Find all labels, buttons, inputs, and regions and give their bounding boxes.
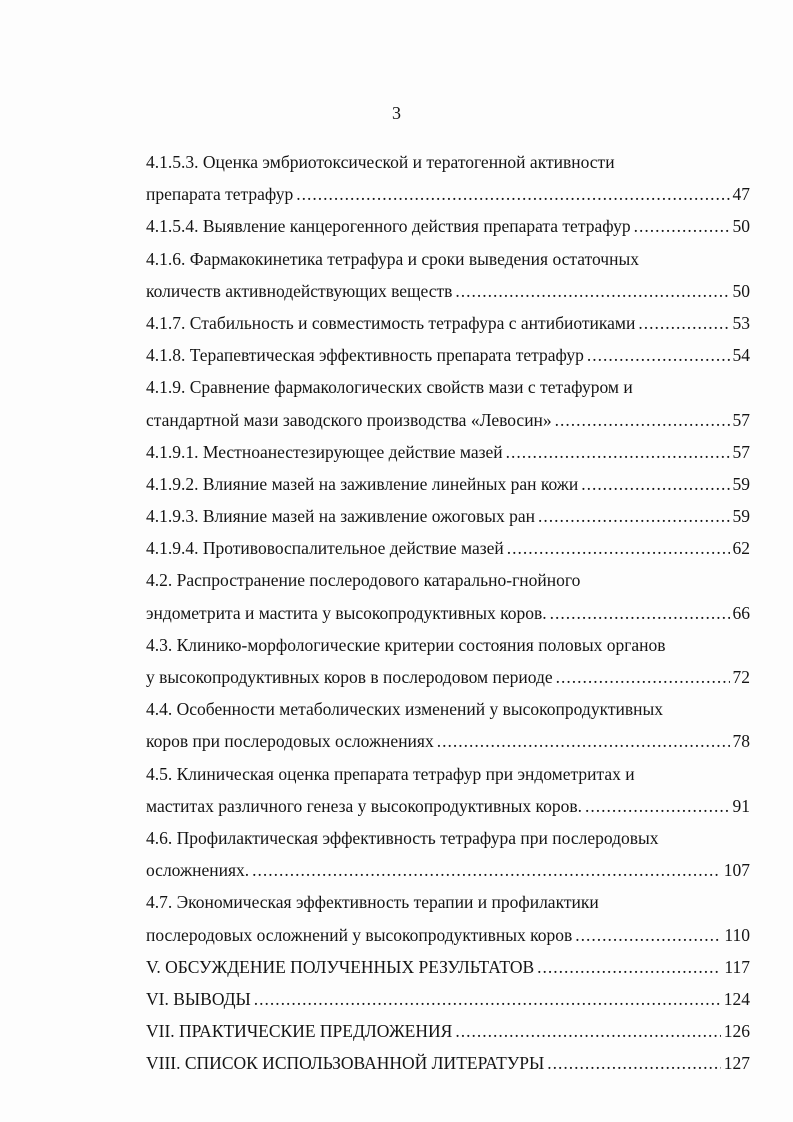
toc-entry-title-line: 4.2. Распространение послеродового катарально-гнойного bbox=[146, 570, 581, 591]
toc-entry-final-line bbox=[146, 500, 750, 532]
toc-entry-page-number: 47 bbox=[732, 184, 750, 205]
toc-entry-final-line bbox=[146, 532, 750, 564]
toc-entry-final-line bbox=[146, 661, 750, 693]
toc-entry bbox=[146, 1047, 750, 1079]
toc-entry-final-line bbox=[146, 790, 750, 822]
dot-leader bbox=[585, 790, 729, 822]
toc-entry-page-number: 117 bbox=[724, 956, 750, 977]
toc-entry-final-line bbox=[146, 436, 750, 468]
toc-entry bbox=[146, 339, 750, 371]
dot-leader bbox=[506, 436, 730, 468]
toc-entry bbox=[146, 1015, 750, 1047]
toc-entry-title-line: 4.4. Особенности метаболических изменений у высокопродуктивных bbox=[146, 699, 663, 720]
toc-entry bbox=[146, 983, 750, 1015]
toc-entry bbox=[146, 564, 750, 628]
dot-leader bbox=[556, 661, 730, 693]
toc-entry-title: 4.1.9.3. Влияние мазей на заживление ожоговых ран bbox=[146, 506, 535, 527]
dot-leader bbox=[547, 1047, 721, 1079]
toc-entry bbox=[146, 500, 750, 532]
toc-entry-title: стандартной мази заводского производства «Левосин» bbox=[146, 409, 552, 430]
toc-entry-final-line bbox=[146, 210, 750, 242]
toc-entry-final-line bbox=[146, 725, 750, 757]
toc-entry-title: 4.1.9.2. Влияние мазей на заживление линейных ран кожи bbox=[146, 473, 579, 494]
toc-entry bbox=[146, 822, 750, 886]
dot-leader bbox=[296, 178, 729, 210]
toc-entry-page-number: 57 bbox=[732, 409, 750, 430]
toc-entry-title: количеств активнодействующих веществ bbox=[146, 280, 453, 301]
toc-entry-page-number: 54 bbox=[732, 345, 750, 366]
toc-entry-page-number: 53 bbox=[732, 312, 750, 333]
toc-entry bbox=[146, 532, 750, 564]
toc-entry-page-number: 62 bbox=[732, 538, 750, 559]
toc-entry-page-number: 50 bbox=[732, 216, 750, 237]
toc-entry-title: послеродовых осложнений у высокопродуктивных коров bbox=[146, 924, 573, 945]
dot-leader bbox=[550, 597, 730, 629]
toc-entry-final-line bbox=[146, 275, 750, 307]
table-of-contents bbox=[146, 146, 750, 1079]
toc-entry-final-line bbox=[146, 919, 750, 951]
toc-entry-title: препарата тетрафур bbox=[146, 184, 294, 205]
toc-entry-page-number: 78 bbox=[732, 731, 750, 752]
toc-entry-final-line bbox=[146, 468, 750, 500]
dot-leader bbox=[634, 210, 730, 242]
toc-entry bbox=[146, 951, 750, 983]
toc-entry-title-line: 4.6. Профилактическая эффективность тетрафура при послеродовых bbox=[146, 827, 659, 848]
dot-leader bbox=[455, 275, 729, 307]
toc-entry-final-line bbox=[146, 307, 750, 339]
toc-entry-final-line bbox=[146, 983, 750, 1015]
page-number: 3 bbox=[392, 103, 401, 123]
toc-entry-final-line bbox=[146, 404, 750, 436]
dot-leader bbox=[455, 1015, 720, 1047]
toc-entry-title: VI. ВЫВОДЫ bbox=[146, 988, 251, 1009]
toc-entry-title-line: 4.5. Клиническая оценка препарата тетрафур при эндометритах и bbox=[146, 763, 635, 784]
toc-entry-title: 4.1.9.1. Местноанестезирующее действие мазей bbox=[146, 441, 503, 462]
toc-entry bbox=[146, 758, 750, 822]
toc-entry-page-number: 50 bbox=[732, 280, 750, 301]
toc-entry-page-number: 57 bbox=[732, 441, 750, 462]
dot-leader bbox=[587, 339, 730, 371]
toc-entry-final-line bbox=[146, 339, 750, 371]
toc-entry-final-line bbox=[146, 1047, 750, 1079]
toc-entry-page-number: 59 bbox=[732, 473, 750, 494]
toc-entry bbox=[146, 468, 750, 500]
toc-entry bbox=[146, 146, 750, 210]
toc-entry-title: 4.1.7. Стабильность и совместимость тетрафура с антибиотиками bbox=[146, 312, 636, 333]
dot-leader bbox=[507, 532, 730, 564]
toc-entry-title: 4.1.8. Терапевтическая эффективность препарата тетрафур bbox=[146, 345, 584, 366]
toc-entry-final-line bbox=[146, 1015, 750, 1047]
toc-entry-final-line bbox=[146, 178, 750, 210]
toc-entry bbox=[146, 307, 750, 339]
toc-entry bbox=[146, 210, 750, 242]
toc-entry bbox=[146, 371, 750, 435]
toc-entry bbox=[146, 436, 750, 468]
toc-entry-final-line bbox=[146, 854, 750, 886]
toc-entry-title: 4.1.5.4. Выявление канцерогенного действия препарата тетрафур bbox=[146, 216, 631, 237]
dot-leader bbox=[638, 307, 729, 339]
toc-entry-page-number: 127 bbox=[723, 1053, 750, 1074]
toc-entry bbox=[146, 693, 750, 757]
toc-entry-title: 4.1.9.4. Противовоспалительное действие мазей bbox=[146, 538, 504, 559]
toc-entry-title-line: 4.1.6. Фармакокинетика тетрафура и сроки выведения остаточных bbox=[146, 248, 639, 269]
toc-entry-title: у высокопродуктивных коров в послеродовом периоде bbox=[146, 667, 553, 687]
toc-entry-title-line: 4.1.5.3. Оценка эмбриотоксической и тератогенной активности bbox=[146, 152, 615, 172]
toc-entry-final-line bbox=[146, 951, 750, 983]
toc-entry-page-number: 59 bbox=[732, 506, 750, 527]
toc-entry-title: V. ОБСУЖДЕНИЕ ПОЛУЧЕННЫХ РЕЗУЛЬТАТОВ bbox=[146, 956, 535, 977]
toc-entry bbox=[146, 886, 750, 950]
toc-entry-final-line bbox=[146, 597, 750, 629]
toc-entry-title: VIII. СПИСОК ИСПОЛЬЗОВАННОЙ ЛИТЕРАТУРЫ bbox=[146, 1053, 545, 1074]
toc-entry-title-line: 4.1.9. Сравнение фармакологических свойств мази с тетафуром и bbox=[146, 377, 633, 398]
toc-entry-page-number: 72 bbox=[732, 667, 750, 687]
toc-entry-title-line: 4.3. Клинико-морфологические критерии состояния половых органов bbox=[146, 634, 666, 655]
toc-entry-page-number: 124 bbox=[723, 988, 750, 1009]
toc-entry-title: VII. ПРАКТИЧЕСКИЕ ПРЕДЛОЖЕНИЯ bbox=[146, 1021, 453, 1042]
dot-leader bbox=[254, 983, 721, 1015]
dot-leader bbox=[437, 725, 730, 757]
toc-entry-page-number: 107 bbox=[723, 860, 750, 881]
toc-entry-page-number: 91 bbox=[732, 795, 750, 816]
dot-leader bbox=[575, 919, 721, 951]
toc-entry-title: коров при послеродовых осложнениях bbox=[146, 731, 434, 752]
toc-entry-title: осложнениях. bbox=[146, 860, 250, 881]
toc-entry bbox=[146, 243, 750, 307]
dot-leader bbox=[538, 500, 730, 532]
toc-entry bbox=[146, 629, 750, 693]
toc-entry-title-line: 4.7. Экономическая эффективность терапии и профилактики bbox=[146, 892, 599, 913]
dot-leader bbox=[581, 468, 729, 500]
dot-leader bbox=[537, 951, 721, 983]
toc-entry-page-number: 110 bbox=[724, 924, 750, 945]
toc-entry-page-number: 66 bbox=[732, 602, 750, 623]
toc-entry-page-number: 126 bbox=[723, 1021, 750, 1042]
dot-leader bbox=[555, 404, 730, 436]
toc-entry-title: эндометрита и мастита у высокопродуктивных коров. bbox=[146, 602, 547, 623]
toc-entry-title: маститах различного генеза у высокопродуктивных коров. bbox=[146, 795, 583, 816]
dot-leader bbox=[252, 854, 721, 886]
